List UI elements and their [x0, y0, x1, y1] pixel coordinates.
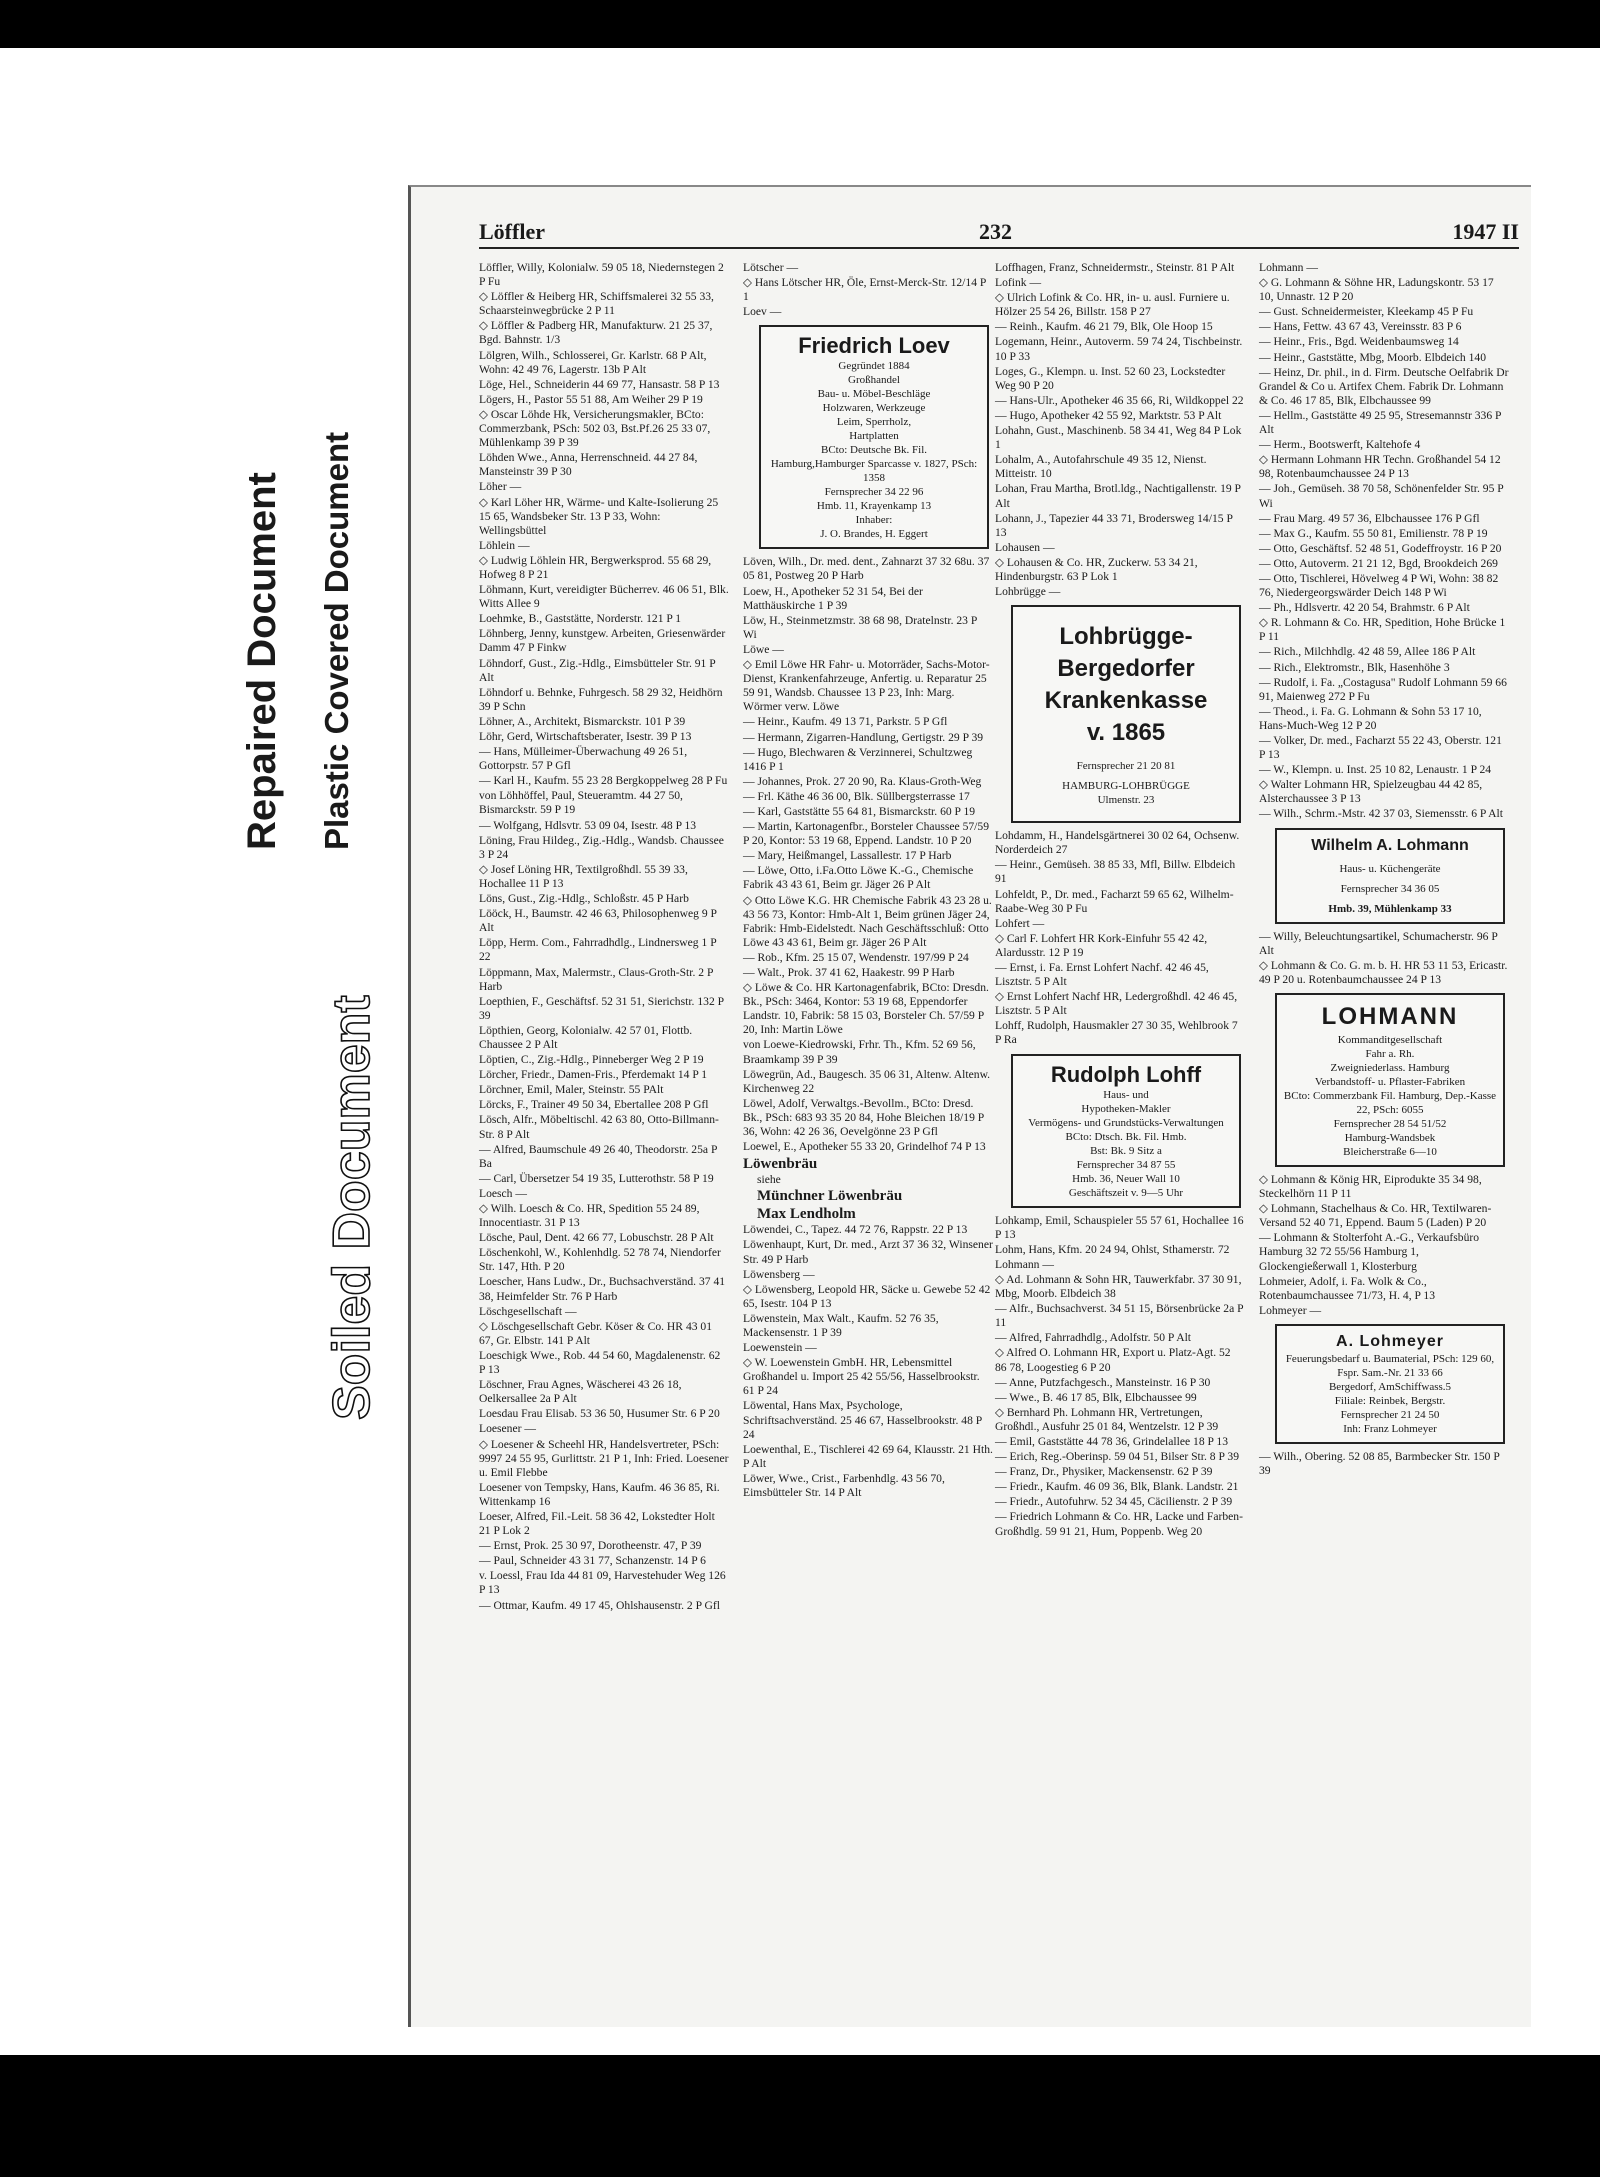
directory-entry: Loeschigk Wwe., Rob. 44 54 60, Magdalenenstr. 62 P 13	[479, 1348, 721, 1377]
directory-entry: Löher —	[479, 480, 522, 494]
directory-entry: — Ottmar, Kaufm. 49 17 45, Ohlshausenstr. 2 P Gfl	[479, 1598, 720, 1612]
ad-line: Kommanditgesellschaft	[1337, 1033, 1443, 1046]
ad-line: Gegründet 1884	[838, 360, 910, 373]
directory-entry: Löwegrün, Ad., Baugesch. 35 06 31, Altenw. Altenw. Kirchenweg 22	[743, 1067, 991, 1095]
directory-entry: — Mary, Heißmangel, Lassallestr. 17 P Harb	[743, 849, 952, 863]
ad-line: Zweigniederlass. Hamburg	[1330, 1061, 1450, 1074]
ad-line: Fspr. Sam.-Nr. 21 33 66	[1337, 1366, 1443, 1379]
directory-entry: Löwendei, C., Tapez. 44 72 76, Rappstr. 22 P 13	[743, 1223, 968, 1237]
ad-line: Geschäftszeit v. 9—5 Uhr	[1068, 1186, 1184, 1199]
ad-title: LOHMANN	[1321, 1002, 1459, 1030]
ad-line: Großhandel	[848, 374, 900, 387]
directory-entry: Löschenkohl, W., Kohlenhdlg. 52 78 74, Niendorfer Str. 147, Hth. P 20	[479, 1246, 721, 1274]
ad-line: Bergedorf, AmSchiffwass.5	[1328, 1380, 1452, 1393]
ad-line: Filiale: Reinbek, Bergstr.	[1334, 1394, 1446, 1407]
directory-entry: — Walt., Prok. 37 41 62, Haakestr. 99 P Harb	[743, 966, 955, 979]
directory-entry: — Rich., Elektromstr., Blk, Hasenhöhe 3	[1259, 660, 1450, 674]
directory-entry: von Loewe-Kiedrowski, Frhr. Th., Kfm. 52 69 56, Braamkamp 39 P 39	[743, 1038, 976, 1066]
directory-entry: — Frl. Käthe 46 36 00, Blk. Süllbergsterrasse 17	[743, 789, 970, 803]
directory-entry: — Hans, Fettw. 43 67 43, Vereinsstr. 83 P 6	[1259, 320, 1462, 334]
ad-line: J. O. Brandes, H. Eggert	[820, 528, 928, 541]
ad-line: Leim, Sperrholz,	[836, 416, 912, 429]
directory-entry: ◇ Ulrich Lofink & Co. HR, in- u. ausl. Furniere u. Hölzer 25 54 26, Billstr. 158 P 27	[995, 291, 1230, 319]
directory-entry: — Hans, Mülleimer-Überwachung 49 26 51, Gottorpstr. 57 P Gfl	[479, 745, 688, 773]
directory-entry: Löwenhaupt, Kurt, Dr. med., Arzt 37 36 32, Winsener Str. 49 P Harb	[743, 1238, 993, 1266]
directory-entry: — Frau Marg. 49 57 36, Elbchaussee 176 P Gfl	[1259, 511, 1480, 525]
ad-title: A. Lohmeyer	[1336, 1332, 1444, 1350]
directory-entry: — Wwe., B. 46 17 85, Blk, Elbchaussee 99	[995, 1390, 1197, 1404]
directory-entry: — Heinr., Gaststätte, Mbg, Moorb. Elbdeich 140	[1259, 350, 1487, 364]
directory-entry: Löffler, Willy, Kolonialw. 59 05 18, Niedernstegen 2 P Fu	[479, 261, 724, 289]
directory-entry: — Volker, Dr. med., Facharzt 55 22 43, Oberstr. 121 P 13	[1259, 734, 1502, 762]
ad-lohmann-kg	[1275, 993, 1505, 1167]
directory-entry: — Heinr., Gemüseh. 38 85 33, Mfl, Billw. Elbdeich 91	[995, 858, 1236, 886]
directory-entry: Loffhagen, Franz, Schneidermstr., Steinstr. 81 P Alt	[995, 261, 1235, 274]
directory-entry: — Heinr., Fris., Bgd. Weidenbaumsweg 14	[1259, 335, 1459, 349]
directory-entry: Logemann, Heinr., Autoverm. 59 74 24, Tischbeinstr. 10 P 33	[995, 335, 1243, 363]
directory-entry: Lofink —	[995, 276, 1042, 290]
directory-entry: — Ph., Hdlsvertr. 42 20 54, Brahmstr. 6 P Alt	[1259, 601, 1470, 615]
directory-entry: Lohdamm, H., Handelsgärtnerei 30 02 64, Ochsenw. Norderdeich 27	[995, 829, 1240, 857]
ad-title: Krankenkasse	[1044, 687, 1208, 715]
directory-entry: Loepthien, F., Geschäftsf. 52 31 51, Sierichstr. 132 P 39	[479, 994, 724, 1022]
directory-entry: — Hans-Ulr., Apotheker 46 35 66, Ri, Wildkoppel 22	[995, 393, 1244, 407]
directory-entry: Löhnberg, Jenny, kunstgew. Arbeiten, Griesenwärder Damm 47 P Finkw	[479, 627, 726, 655]
ad-line: Hartplatten	[849, 430, 899, 443]
column-4	[1259, 261, 1509, 1479]
directory-entry: — Carl, Übersetzer 54 19 35, Lutterothstr. 58 P 19	[479, 1171, 714, 1185]
directory-entry: ◇ Löffler & Heiberg HR, Schiffsmalerei 32 55 33, Schaarsteinwegbrücke 2 P 11	[479, 290, 714, 318]
directory-entry: Löhlein —	[479, 538, 530, 552]
directory-entry: ◇ Bernhard Ph. Lohmann HR, Vertretungen, Großhdl., Ausfuhr 25 01 84, Wentzelstr. 12 P 39	[995, 1405, 1219, 1433]
ad-line: Inh: Franz Lohmeyer	[1343, 1422, 1437, 1435]
directory-entry: ◇ Karl Löher HR, Wärme- und Kalte-Isolierung 25 15 65, Wandsbeker Str. 13 P 33, Wohn: Wellingsbüttel	[479, 495, 719, 537]
directory-entry: — Paul, Schneider 43 31 77, Schanzenstr. 14 P 6	[479, 1554, 706, 1568]
directory-entry: Lohkamp, Emil, Schauspieler 55 57 61, Hochallee 16 P 13	[995, 1213, 1244, 1241]
directory-entry: ◇ Lohmann, Stachelhaus & Co. HR, Textilwaren-Versand 52 40 71, Eppend. Baum 5 (Laden) P 20	[1259, 1202, 1492, 1230]
directory-entry: Lölgren, Wilh., Schlosserei, Gr. Karlstr. 68 P Alt, Wohn: 42 49 76, Lagerstr. 13b P Alt	[479, 348, 707, 376]
directory-entry: Loev —	[743, 305, 782, 319]
label-soiled: Soiled Document	[323, 995, 381, 1420]
ad-line: Hamburg,Hamburger Sparcasse v. 1827, PSch: 1358	[770, 458, 978, 485]
directory-entry: — Löwe, Otto, i.Fa.Otto Löwe K.-G., Chemische Fabrik 43 43 61, Beim gr. Jäger 26 P Alt	[743, 864, 974, 892]
directory-entry: ◇ Wilh. Loesch & Co. HR, Spedition 55 24 89, Innocentiastr. 31 P 13	[479, 1202, 700, 1230]
ad-title: Friedrich Loev	[798, 333, 950, 359]
page-header	[479, 219, 1519, 249]
directory-entry: Löge, Hel., Schneiderin 44 69 77, Hansastr. 58 P 13	[479, 377, 720, 391]
directory-entry: — Hermann, Zigarren-Handlung, Gertigstr. 29 P 39	[743, 730, 984, 744]
directory-entry: Lötscher —	[743, 261, 799, 274]
loewenbraeu-ref: Münchner Löwenbräu	[757, 1188, 903, 1205]
directory-entry: — W., Klempn. u. Inst. 25 10 82, Lenaustr. 1 P 24	[1259, 763, 1492, 777]
directory-entry: ◇ Ludwig Löhlein HR, Bergwerksprod. 55 68 29, Hofweg 8 P 21	[479, 553, 712, 581]
directory-entry: ◇ Hans Lötscher HR, Öle, Ernst-Merck-Str. 12/14 P 1	[743, 276, 986, 304]
directory-entry: Lörcher, Friedr., Damen-Fris., Pferdemakt 14 P 1	[479, 1068, 708, 1082]
directory-entry: Löhndorf, Gust., Zig.-Hdlg., Eimsbütteler Str. 91 P Alt	[479, 656, 716, 684]
ad-line: Bau- u. Möbel-Beschläge	[817, 388, 931, 401]
ad-line: BCto: Dtsch. Bk. Fil. Hmb.	[1065, 1130, 1187, 1143]
ad-line: Haus- und	[1103, 1088, 1149, 1101]
directory-entry: — Joh., Gemüseh. 38 70 58, Schönenfelder Str. 95 P Wi	[1259, 482, 1504, 510]
label-repaired: Repaired Document	[240, 472, 284, 850]
directory-entry: Loewenstein —	[743, 1341, 817, 1355]
directory-entry: — Karl, Gaststätte 55 64 81, Bismarckstr. 60 P 19	[743, 804, 976, 818]
directory-entry: — Alfred, Baumschule 49 26 40, Theodorstr. 25a P Ba	[479, 1142, 717, 1170]
directory-entry: Löhden Wwe., Anna, Herrenschneid. 44 27 84, Mansteinstr 39 P 30	[479, 451, 698, 479]
directory-entry: — Ernst, Prok. 25 30 97, Dorotheenstr. 47, P 39	[479, 1539, 702, 1553]
ad-line: Hmb. 36, Neuer Wall 10	[1072, 1172, 1180, 1185]
directory-entry: Löwel, Adolf, Verwaltgs.-Bevollm., BCto: Dresd. Bk., PSch: 683 93 35 20 84, Hohe Bleichen 18/19 P 36, Wohn: 42 26 36, Oevelgönne 23 P Gfl	[743, 1096, 984, 1139]
directory-entry: — Anne, Putzfachgesch., Mansteinstr. 16 P 30	[995, 1375, 1211, 1389]
directory-entry: — Willy, Beleuchtungsartikel, Schumacherstr. 96 P Alt	[1259, 929, 1498, 957]
directory-entry: Loesener —	[479, 1422, 536, 1436]
ad-title: Bergedorfer	[1057, 655, 1195, 683]
directory-entry: — Rob., Kfm. 25 15 07, Wendenstr. 197/99 P 24	[743, 950, 969, 964]
directory-entry: Lögers, H., Pastor 55 51 88, Am Weiher 29 P 19	[479, 392, 703, 406]
ad-line: Fernsprecher 21 24 50	[1340, 1408, 1440, 1421]
directory-entry: von Löhhöffel, Paul, Steueramtm. 44 27 50, Bismarckstr. 59 P 19	[479, 789, 683, 817]
ad-line: Hamburg-Wandsbek	[1344, 1131, 1436, 1144]
ad-line: BCto: Commerzbank Fil. Hamburg, Dep.-Kasse 22, PSch: 6055	[1283, 1089, 1497, 1116]
directory-entry: — Otto, Autoverm. 21 21 12, Bgd, Brookdeich 269	[1259, 556, 1498, 570]
ad-line: Hypotheken-Makler	[1081, 1102, 1171, 1115]
directory-entry: — Herm., Bootswerft, Kaltehofe 4	[1259, 438, 1421, 452]
directory-entry: ◇ Löschgesellschaft Gebr. Köser & Co. HR 43 01 67, Gr. Elbstr. 141 P Alt	[479, 1319, 713, 1347]
column-2	[743, 261, 993, 1501]
directory-entry: Löpthien, Georg, Kolonialw. 42 57 01, Flottb. Chaussee 2 P Alt	[479, 1023, 693, 1051]
directory-entry: ◇ G. Lohmann & Söhne HR, Ladungskontr. 53 17 10, Unnastr. 12 P 20	[1259, 276, 1494, 304]
directory-entry: Löwental, Hans Max, Psychologe, Schriftsachverständ. 25 46 67, Hasselbrookstr. 48 P 24	[743, 1399, 982, 1441]
ad-line: Holzwaren, Werkzeuge	[822, 402, 926, 415]
directory-entry: ◇ Ad. Lohmann & Sohn HR, Tauwerkfabr. 37 30 91, Mbg, Moorb. Elbdeich 38	[995, 1272, 1242, 1301]
directory-page	[408, 185, 1531, 2027]
directory-entry: — Martin, Kartonagenfbr., Borsteler Chaussee 57/59 P 20, Kontor: 53 19 68, Eppend. Landstr. 10 P 20	[743, 820, 989, 848]
directory-entry: Löwensberg —	[743, 1267, 815, 1281]
directory-entry: — Lohmann & Stolterfoht A.-G., Verkaufsbüro Hamburg 32 72 55/56 Hamburg 1, Glockengießerwall 1, Klosterburg	[1259, 1231, 1480, 1273]
directory-entry: — Hugo, Apotheker 42 55 92, Marktstr. 53 P Alt	[995, 408, 1222, 422]
ad-line: Feuerungsbedarf u. Baumaterial, PSch: 129 60,	[1285, 1352, 1495, 1365]
directory-entry: Lohbrügge —	[995, 585, 1061, 599]
directory-entry: — Rich., Milchhdlg. 42 48 59, Allee 186 P Alt	[1259, 645, 1476, 659]
directory-entry: ◇ Walter Lohmann HR, Spielzeugbau 44 42 85, Alsterchaussee 3 P 13	[1259, 778, 1483, 806]
directory-entry: — Erich, Reg.-Oberinsp. 59 04 51, Bilser Str. 8 P 39	[995, 1450, 1239, 1464]
ad-line: Haus- u. Küchengeräte	[1339, 862, 1441, 875]
directory-entry: Löning, Frau Hildeg., Zig.-Hdlg., Wandsb. Chaussee 3 P 24	[479, 833, 724, 861]
directory-entry: — Hugo, Blechwaren & Verzinnerei, Schultzweg 1416 P 1	[743, 745, 973, 773]
directory-entry: Lohmeier, Adolf, i. Fa. Wolk & Co., Rotenbaumchaussee 71/73, H. 4, P 13	[1259, 1274, 1436, 1302]
directory-entry: — Wolfgang, Hdlsvtr. 53 09 04, Isestr. 48 P 13	[479, 818, 697, 832]
ad-title: v. 1865	[1086, 719, 1166, 747]
directory-entry: — Otto, Tischlerei, Hövelweg 4 P Wi, Wohn: 38 82 76, Niedergeorgswärder Deich 148 P Wi	[1259, 571, 1499, 600]
directory-entry: Lohm, Hans, Kfm. 20 24 94, Ohlst, Sthamerstr. 72	[995, 1242, 1230, 1256]
directory-entry: ◇ Otto Löwe K.G. HR Chemische Fabrik 43 23 28 u. 43 56 73, Kontor: Hmb-Alt 1, Beim grünen Jäger 24, Fabrik: Hmb-Eidelstedt. Nach Geschäftsschluß: Otto Löwe 43 43 61, Beim gr. Jäger 26 P Alt	[743, 893, 992, 949]
loewenbraeu-heading: Löwenbräu	[743, 1156, 818, 1173]
directory-entry: — Heinr., Kaufm. 49 13 71, Parkstr. 5 P Gfl	[743, 715, 948, 729]
directory-entry: ◇ Carl F. Lohfert HR Kork-Einfuhr 55 42 42, Alardusstr. 12 P 19	[995, 931, 1208, 959]
directory-entry: ◇ W. Loewenstein GmbH. HR, Lebensmittel Großhandel u. Import 25 42 55/56, Hasselbrookstr. 61 P 24	[743, 1356, 980, 1398]
directory-entry: ◇ Emil Löwe HR Fahr- u. Motorräder, Sachs-Motor-Dienst, Krankenfahrzeuge, Anfertig. u. Reparatur 25 59 91, Wandsb. Chaussee 13 P 23, Inh: Marg. Wörmer verw. Löwe	[743, 658, 990, 714]
see-label: siehe	[757, 1173, 781, 1187]
directory-entry: — Rudolf, i. Fa. „Costagusa" Rudolf Lohmann 59 66 91, Maienweg 272 P Fu	[1259, 675, 1507, 703]
ad-line: Fernsprecher 21 20 81	[1076, 760, 1176, 773]
directory-entry: Loesener von Tempsky, Hans, Kaufm. 46 36 85, Ri. Wittenkamp 16	[479, 1480, 720, 1508]
column-3	[995, 261, 1245, 1540]
directory-entry: — Alfr., Buchsachverst. 34 51 15, Börsenbrücke 2a P 11	[995, 1302, 1244, 1330]
directory-entry: ◇ Ernst Lohfert Nachf HR, Ledergroßhdl. 42 46 45, Lisztstr. 5 P Alt	[995, 990, 1238, 1018]
directory-entry: Lohff, Rudolph, Hausmakler 27 30 35, Wehlbrook 7 P Ra	[995, 1019, 1238, 1047]
directory-entry: — Wilh., Obering. 52 08 85, Barmbecker Str. 150 P 39	[1259, 1449, 1500, 1477]
directory-entry: — Franz, Dr., Physiker, Mackensenstr. 62 P 39	[995, 1465, 1213, 1479]
scan-border-bottom	[0, 2055, 1600, 2177]
directory-entry: ◇ Hermann Lohmann HR Techn. Großhandel 54 12 98, Rotenbaumchaussee 24 P 13	[1259, 453, 1501, 481]
directory-entry: Löw, H., Steinmetzmstr. 38 68 98, Dratelnstr. 23 P Wi	[743, 613, 977, 641]
directory-entry: Löns, Gust., Zig.-Hdlg., Schloßstr. 45 P Harb	[479, 892, 689, 906]
ad-line: BCto: Deutsche Bk. Fil.	[820, 444, 928, 457]
header-keyword: Löffler	[479, 219, 545, 244]
directory-entry: ◇ Lohmann & Co. G. m. b. H. HR 53 11 53, Ericastr. 49 P 20 u. Rotenbaumchaussee 24 P 13	[1259, 958, 1508, 986]
ad-title: Rudolph Lohff	[1050, 1061, 1202, 1087]
directory-entry: — Friedr., Autofuhrw. 52 34 45, Cäcilienstr. 2 P 39	[995, 1495, 1233, 1509]
directory-entry: Lohahn, Gust., Maschinenb. 58 34 41, Weg 84 P Lok 1	[995, 424, 1242, 452]
directory-entry: Löschgesellschaft —	[479, 1304, 577, 1318]
ad-line: Fernsprecher 34 87 55	[1076, 1158, 1176, 1171]
directory-entry: ◇ Lohausen & Co. HR, Zuckerw. 53 34 21, Hindenburgstr. 63 P Lok 1	[995, 555, 1198, 583]
directory-entry: Löwenstein, Max Walt., Kaufm. 52 76 35, Mackensenstr. 1 P 39	[743, 1311, 939, 1339]
directory-entry: Lörchner, Emil, Maler, Steinstr. 55 PAlt	[479, 1083, 664, 1097]
ad-line: HAMBURG-LOHBRÜGGE	[1062, 780, 1190, 793]
ad-wilhelm-lohmann	[1275, 828, 1505, 924]
loewenbraeu-agent: Max Lendholm	[757, 1206, 856, 1223]
ad-line: Hmb. 11, Krayenkamp 13	[816, 500, 932, 513]
directory-entry: Lörcks, F., Trainer 49 50 34, Ebertallee 208 P Gfl	[479, 1098, 709, 1112]
ad-line: Fernsprecher 28 54 51/52	[1333, 1117, 1447, 1130]
directory-entry: Löhmann, Kurt, vereidigter Bücherrev. 46 06 51, Blk. Witts Allee 9	[479, 583, 729, 611]
directory-entry: Loeser, Alfred, Fil.-Leit. 58 36 42, Lokstedter Holt 21 P Lok 2	[479, 1509, 715, 1538]
directory-entry: Loescher, Hans Ludw., Dr., Buchsachverständ. 37 41 38, Heimfelder Str. 76 P Harb	[479, 1275, 726, 1303]
directory-entry: Lohalm, A., Autofahrschule 49 35 12, Nienst. Mitteistr. 10	[995, 453, 1207, 481]
directory-entry: Lohausen —	[995, 540, 1055, 554]
directory-entry: Lösch, Alfr., Möbeltischl. 42 63 80, Otto-Billmann-Str. 8 P Alt	[479, 1113, 719, 1141]
directory-entry: — Alfred, Fahrradhdlg., Adolfstr. 50 P Alt	[995, 1331, 1192, 1345]
directory-entry: ◇ Josef Löning HR, Textilgroßhdl. 55 39 33, Hochallee 11 P 13	[479, 862, 688, 890]
directory-entry: ◇ Löffler & Padberg HR, Manufakturw. 21 25 37, Bgd. Bahnstr. 1/3	[479, 319, 713, 347]
directory-entry: — Reinh., Kaufm. 46 21 79, Blk, Ole Hoop 15	[995, 320, 1213, 334]
directory-entry: Lohfeldt, P., Dr. med., Facharzt 59 65 62, Wilhelm-Raabe-Weg 30 P Fu	[995, 887, 1234, 915]
column-1	[479, 261, 729, 1614]
ad-line: Fernsprecher 34 36 05	[1340, 882, 1440, 895]
directory-entry: — Friedr., Kaufm. 46 09 36, Blk, Blank. Landstr. 21	[995, 1480, 1239, 1494]
directory-entry: v. Loessl, Frau Ida 44 81 09, Harvestehuder Weg 126 P 13	[479, 1569, 726, 1597]
ad-title: Lohbrügge-	[1059, 623, 1193, 651]
directory-entry: — Friedrich Lohmann & Co. HR, Lacke und Farben-Großhdlg. 59 91 21, Hum, Poppenb. Weg 20	[995, 1510, 1243, 1538]
ad-line: Ulmenstr. 23	[1097, 794, 1155, 807]
ad-friedrich-loev	[759, 325, 989, 549]
directory-entry: Löwe —	[743, 642, 784, 656]
directory-entry: Löpp, Herm. Com., Fahrradhdlg., Lindnersweg 1 P 22	[479, 936, 717, 964]
directory-entry: Löptien, C., Zig.-Hdlg., Pinneberger Weg 2 P 19	[479, 1053, 704, 1067]
directory-entry: ◇ R. Lohmann & Co. HR, Spedition, Hohe Brücke 1 P 11	[1259, 616, 1506, 644]
ad-title: Wilhelm A. Lohmann	[1311, 836, 1469, 854]
label-plastic: Plastic Covered Document	[318, 431, 355, 850]
directory-entry: Loehmke, B., Gaststätte, Norderstr. 121 P 1	[479, 612, 682, 626]
directory-entry: Lööck, H., Baumstr. 42 46 63, Philosophenweg 9 P Alt	[479, 907, 717, 935]
directory-entry: Löwer, Wwe., Crist., Farbenhdlg. 43 56 70, Eimsbütteler Str. 14 P Alt	[743, 1471, 945, 1499]
directory-entry: ◇ Loesener & Scheehl HR, Handelsvertreter, PSch: 9997 24 55 95, Gurlittstr. 21 P 1, Inh: Fried. Loesener u. Emil Flebbe	[479, 1437, 729, 1479]
directory-entry: Loewel, E., Apotheker 55 33 20, Grindelhof 74 P 13	[743, 1140, 986, 1154]
ad-line: Fahr a. Rh.	[1365, 1047, 1415, 1060]
directory-entry: Lohfert —	[995, 916, 1045, 930]
directory-entry: Löhndorf u. Behnke, Fuhrgesch. 58 29 32, Heidhörn 39 P Schn	[479, 685, 723, 713]
directory-entry: ◇ Lohmann & König HR, Eiprodukte 35 34 98, Steckelhörn 11 P 11	[1259, 1172, 1482, 1201]
directory-entry: Lohann, J., Tapezier 44 33 71, Brodersweg 14/15 P 13	[995, 511, 1233, 539]
directory-entry: — Heinz, Dr. phil., in d. Firm. Deutsche Oelfabrik Dr Grandel & Co u. Artifex Chem. Fabrik Dr. Lohmann & Co. 46 17 85, Blk, Elbchaussee 99	[1259, 365, 1509, 407]
directory-entry: Lösche, Paul, Dent. 42 66 77, Lobuschstr. 28 P Alt	[479, 1231, 714, 1245]
directory-entry: Loewenthal, E., Tischlerei 42 69 64, Klausstr. 21 Hth. P Alt	[743, 1442, 993, 1470]
directory-entry: Lohan, Frau Martha, Brotl.ldg., Nachtigallenstr. 19 P Alt	[995, 482, 1241, 510]
directory-entry: Loesdau Frau Elisab. 53 36 50, Husumer Str. 6 P 20	[479, 1407, 720, 1421]
ad-line: Bleicherstraße 6—10	[1343, 1145, 1437, 1158]
directory-entry: Lohmann —	[995, 1257, 1054, 1271]
ad-line: Verbandstoff- u. Pflaster-Fabriken	[1314, 1075, 1466, 1088]
directory-entry: ◇ Löwe & Co. HR Kartonagenfabrik, BCto: Dresdn. Bk., PSch: 3464, Kontor: 53 19 68, Eppendorfer Landstr. 10, Fabrik: 58 15 03, Borsteler Ch. 57/59 P 20, Inh: Martin Löwe	[743, 981, 989, 1037]
directory-entry: ◇ Oscar Löhde Hk, Versicherungsmakler, BCto: Commerzbank, PSch: 502 03, Bst.Pf.26 25 33 07, Mühlenkamp 39 P 39	[479, 407, 711, 450]
page-number: 232	[979, 219, 1012, 244]
directory-entry: Löhner, A., Architekt, Bismarckstr. 101 P 39	[479, 714, 686, 728]
directory-entry: — Gust. Schneidermeister, Kleekamp 45 P Fu	[1259, 305, 1474, 319]
directory-entry: ◇ Alfred O. Lohmann HR, Export u. Platz-Agt. 52 86 78, Loogestieg 6 P 20	[995, 1346, 1231, 1374]
ad-line: Inhaber:	[855, 514, 893, 527]
header-year: 1947 II	[1452, 219, 1519, 244]
directory-entry: — Ernst, i. Fa. Ernst Lohfert Nachf. 42 46 45, Lisztstr. 5 P Alt	[995, 961, 1209, 989]
directory-entry: — Hellm., Gaststätte 49 25 95, Stresemannstr 336 P Alt	[1259, 408, 1502, 437]
ad-line: Fernsprecher 34 22 96	[824, 486, 924, 499]
directory-entry: Löven, Wilh., Dr. med. dent., Zahnarzt 37 32 68u. 37 05 81, Postweg 20 P Harb	[743, 555, 990, 583]
directory-entry: ◇ Löwensberg, Leopold HR, Säcke u. Gewebe 52 42 65, Isestr. 104 P 13	[743, 1282, 991, 1310]
scan-border-top	[0, 0, 1600, 48]
directory-entry: — Johannes, Prok. 27 20 90, Ra. Klaus-Groth-Weg	[743, 774, 982, 788]
directory-entry: Löppmann, Max, Malermstr., Claus-Groth-Str. 2 P Harb	[479, 965, 714, 993]
directory-entry: — Karl H., Kaufm. 55 23 28 Bergkoppelweg 28 P Fu	[479, 774, 728, 788]
directory-entry: — Theod., i. Fa. G. Lohmann & Sohn 53 17 10, Hans-Much-Weg 12 P 20	[1259, 704, 1482, 732]
directory-entry: — Emil, Gaststätte 44 78 36, Grindelallee 18 P 13	[995, 1434, 1229, 1448]
directory-entry: Lohmann —	[1259, 261, 1318, 274]
directory-entry: — Wilh., Schrm.-Mstr. 42 37 03, Siemensstr. 6 P Alt	[1259, 807, 1503, 821]
ad-line: Vermögens- und Grundstücks-Verwaltungen	[1028, 1116, 1224, 1129]
ad-line: Bst: Bk. 9 Sitz a	[1090, 1144, 1162, 1157]
ad-rudolph-lohff	[1011, 1054, 1241, 1208]
directory-entry: Löhr, Gerd, Wirtschaftsberater, Isestr. 39 P 13	[479, 730, 692, 743]
directory-entry: Loges, G., Klempn. u. Inst. 52 60 23, Lockstedter Weg 90 P 20	[995, 364, 1226, 392]
ad-line: Hmb. 39, Mühlenkamp 33	[1328, 902, 1452, 915]
directory-entry: — Max G., Kaufm. 55 50 81, Emilienstr. 78 P 19	[1259, 526, 1488, 540]
ad-a-lohmeyer	[1275, 1324, 1505, 1444]
ad-lohbruegge-krankenkasse	[1011, 605, 1241, 823]
directory-entry: Löschner, Frau Agnes, Wäscherei 43 26 18, Oelkersallee 2a P Alt	[479, 1378, 682, 1406]
directory-entry: Lohmeyer —	[1259, 1303, 1322, 1317]
directory-entry: — Otto, Geschäftsf. 52 48 51, Godeffroystr. 16 P 20	[1259, 541, 1502, 555]
directory-entry: Loew, H., Apotheker 52 31 54, Bei der Matthäuskirche 1 P 39	[743, 584, 923, 612]
directory-entry: Loesch —	[479, 1186, 527, 1200]
